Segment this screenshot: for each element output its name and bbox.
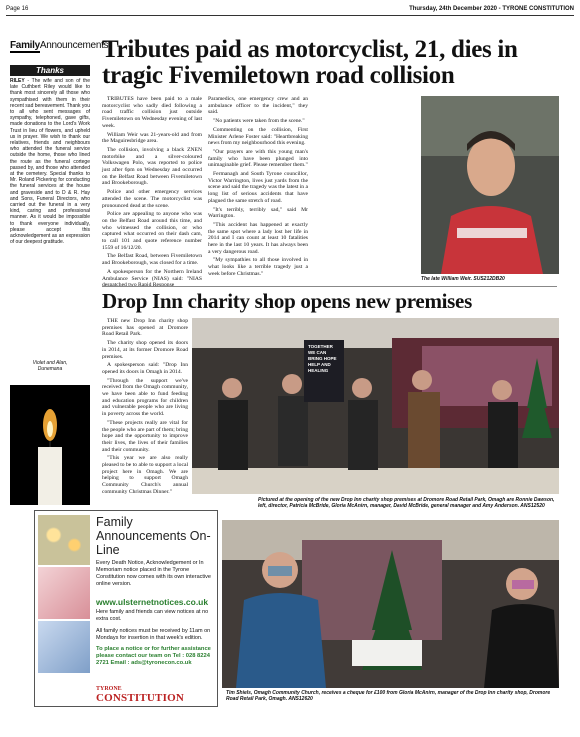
header-rule: [6, 15, 574, 16]
paragraph: Paramedics, one emergency crew and an ambulance officer to the incident," they said.: [208, 96, 308, 116]
paragraph: "My sympathies to all those involved in what looks like a terrible tragedy just a week before Christmas.": [208, 257, 308, 277]
ad-deadline-text: All family notices must be received by 11am on Mondays for insertion in that week's edition.: [96, 628, 211, 641]
ad-logo-bottom: CONSTITUTION: [96, 692, 184, 704]
logo-word-announcements: Announcements: [39, 40, 109, 51]
section-rule: [102, 286, 557, 287]
headline-drop-inn: Drop Inn charity shop opens new premises: [102, 289, 472, 313]
caption-william-weir: The late William Weir. SUS212DB20: [421, 276, 505, 282]
paragraph: Fermanagh and South Tyrone councillor, Victor Warrington, lives just yards from the scene and said the tragedy was the latest in a long list of serious accidents that have plagued the same stretch of road.: [208, 171, 308, 204]
ad-title: Family Announcements On-Line: [96, 515, 211, 557]
paragraph: "It's terribly, terribly sad," said Mr Warrington.: [208, 206, 308, 220]
thanks-notice: [10, 78, 90, 245]
ad-intro: Every Death Notice, Acknowledgement or In Memoriam notice placed in the Tyrone Constitution now comes with its own interactive online version.: [96, 560, 211, 587]
paragraph: "Our prayers are with this young man's family who have been plunged into unimaginable grief. Please remember them.": [208, 148, 308, 169]
caption-cheque: Tim Shiels, Omagh Community Church, receives a cheque for £100 from Gloria McAnirn, manager of the Drop Inn charity shop, Dromore Road Retail Park, Omagh. ANS12620: [226, 690, 551, 702]
paragraph: Police and other emergency services attended the scene. The motorcyclist was pronounced dead at the scene.: [102, 189, 202, 209]
paragraph: Commenting on the collision, First Minister Arlene Foster said: "Heartbreaking news from my neighbourhood this evening.: [208, 126, 308, 147]
paragraph: The collision, involving a black ZNEN motorbike and a silver-coloured Volkswagen Polo, was reported to police just after 6pm on Wednesday and occurred on the Belfast Road between Fivemiletown and Brookeborough.: [102, 146, 202, 187]
paragraph: TRIBUTES have been paid to a male motorcyclist who sadly died following a road traffic collision just outside Fivemiletown on Wednesday evening of last week.: [102, 96, 202, 129]
paragraph: A spokesperson said: "Drop Inn opened its doors in Omagh in 2014.: [102, 362, 188, 375]
photo-william-weir: [421, 96, 559, 274]
page-number: Page 16: [6, 6, 29, 12]
paragraph: "No patients were taken from the scene.": [213, 118, 305, 125]
ad-view-text: Here family and friends can view notices at no extra cost.: [96, 609, 209, 622]
thanks-name: RILEY: [10, 78, 25, 84]
thanks-sign-place: Dunemana: [37, 366, 63, 373]
caption-shop-opening: Pictured at the opening of the new Drop Inn charity shop premises at Dromore Road Retail Park, Omagh are Ronnie Dawson, left, director, Patricia McBride, Gloria McAnirn, manager, David McBride, general manager and Amy Anderson. ANS12520: [258, 497, 555, 509]
headline-motorcyclist: Tributes paid as motorcyclist, 21, dies in tragic Fivemiletown road collision: [102, 36, 518, 89]
article1-column2: [208, 96, 308, 280]
candle-image: [10, 385, 90, 505]
couple-hands-image: [38, 621, 90, 673]
candles-image: [38, 515, 90, 565]
ad-contact-text: To place a notice or for further assistance please contact our team on Tel : 028 8224 2721 Email : ads@tyronecon.co.uk: [96, 646, 211, 666]
ad-logo-top: TYRONE: [96, 686, 122, 692]
paragraph: "These projects really are vital for the people who are part of them; bring hope and the opportunity to improve their lives, the lives of their families and their community.: [102, 419, 188, 453]
paragraph: "This year we are also really pleased to be to able to support a local project here in Omagh. We are helping to support Omagh Community Church's annual community Christmas Dinner.": [102, 455, 188, 495]
article1-column1: [102, 96, 202, 291]
paragraph: "Through the support we've received from the Omagh community, we have been able to fund feeding and education programs for children and vulnerable people who are living in poverty across the world.: [102, 377, 188, 418]
ad-website-link[interactable]: www.ulsternetnotices.co.uk: [96, 597, 209, 607]
thanks-label: Thanks: [10, 65, 90, 76]
thanks-signature: [10, 360, 90, 372]
thanks-text: - The wife and son of the late Cuthbert Riley would like to thank most sincerely all those who sympathised with them in their recent sad bereavement. Thank you to all who sent messages of sympathy, telephoned, gave gifts, made donations to the Lord's Work Trust in lieu of flowers, and upheld us in prayer. We wish to thank our relatives, friends and neighbours who attended the funeral service outside the home, those who lined the route as the funeral cortege passed by, and those who attended at the cemetery. Special thanks to Mr. Roland Pickering for conducting the funeral services at the house and graveside and to D & R. Hay and Sons, Funeral Directors, who carried out the funeral in a very kind, caring and professional manner. As it would be impossible to thank everyone individually, please accept this acknowledgement as an expression of our deepest gratitude.: [10, 78, 90, 246]
article2-body: [102, 318, 188, 498]
photo-cheque-presentation: [222, 520, 559, 688]
baby-hands-image: [38, 567, 90, 619]
campaign-poster: [304, 340, 344, 402]
paragraph: William Weir was 21-years-old and from the Maguiresbridge area.: [102, 131, 202, 145]
thanks-sign-names: Violet and Alan,: [32, 360, 68, 366]
paragraph: THE new Drop Inn charity shop premises has opened at Dromore Road Retail Park.: [102, 318, 188, 338]
paragraph: The charity shop opened its doors in 2014, at its former Dromore Road premises.: [102, 340, 188, 360]
poster-text: TOGETHER WE CAN BRING HOPE HELP AND HEALING: [308, 344, 337, 373]
paragraph: The Belfast Road, between Fivemiletown and Brookeborough, was closed for a time.: [102, 253, 202, 267]
paragraph: Police are appealing to anyone who was on the Belfast Road around this time, and who witnessed the collision, or who captured what occurred on their dash cam, to call 101 and quote reference number 1559 of 16/12/20.: [102, 211, 202, 251]
dateline: Thursday, 24th December 2020 - TYRONE CONSTITUTION: [409, 6, 574, 12]
paragraph: "This accident has happened at exactly the same spot where a lady lost her life in 2014 and I can count at least 10 fatalities here in the last 10 years. It has always been a very dangerous road.: [208, 221, 308, 255]
photo-shop-opening: [192, 318, 559, 494]
paragraph: A spokesperson for the Northern Ireland Ambulance Service (NIAS) said: "NIAS despatched two Rapid Response: [102, 268, 202, 289]
family-announcements-logo: [10, 40, 109, 58]
logo-word-family: Family: [10, 40, 40, 51]
